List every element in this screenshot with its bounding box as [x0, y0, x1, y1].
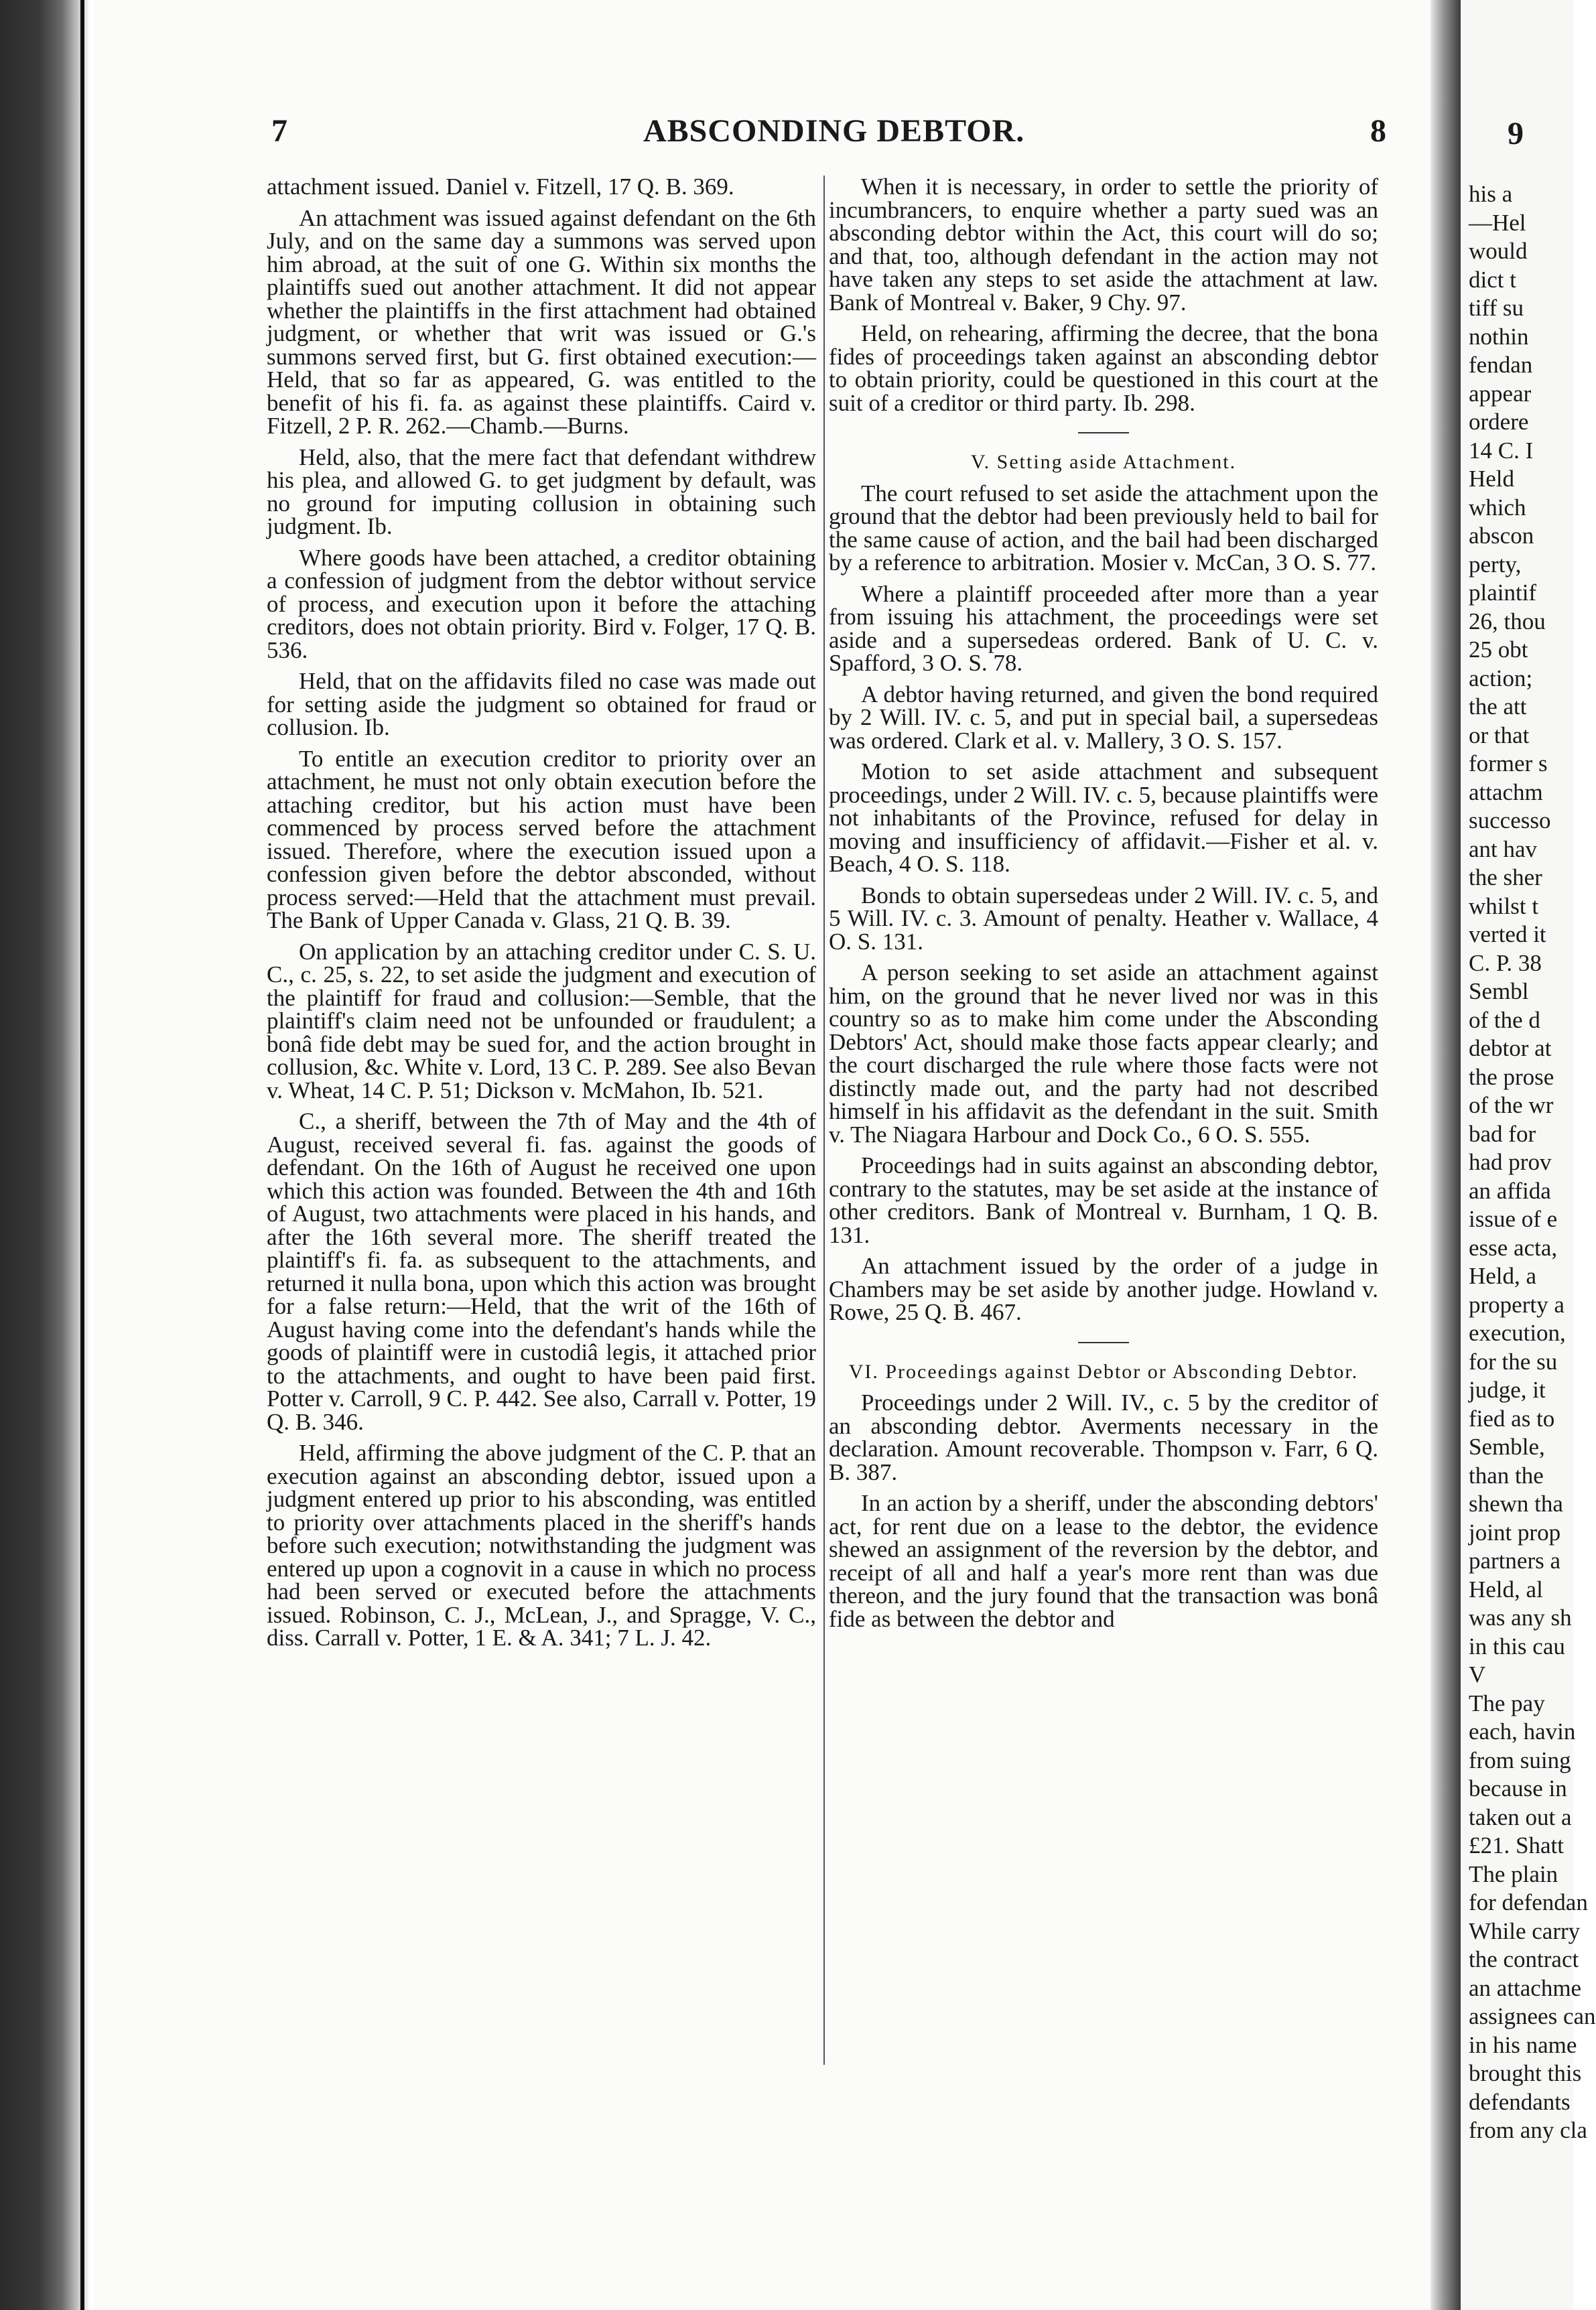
paragraph: Motion to set aside attachment and subsequent proceedings, under 2 Will. IV. c. 5, because plaintiffs were not inhabitants of the Province, refused for delay in moving and insufficiency of affidavit.—Fisher et al. v. Beach, 4 O. S. 118. — [829, 758, 1378, 877]
next-page-line: had prov — [1469, 1149, 1552, 1175]
running-header — [271, 113, 1410, 159]
next-page-line: Held, a — [1469, 1263, 1537, 1289]
next-page-line: from suing — [1469, 1747, 1571, 1773]
section-heading-v: V. Setting aside Attachment. — [970, 451, 1237, 473]
page-title: ABSCONDING DEBTOR. — [643, 113, 1025, 149]
next-page-line: appear — [1469, 380, 1532, 407]
next-page-line: whilst t — [1469, 892, 1539, 919]
next-page-edge — [1461, 0, 1596, 2310]
next-page-line: of the wr — [1469, 1092, 1554, 1118]
paragraph: Where a plaintiff proceeded after more than a year from issuing his attachment, the proceedings were set aside and a supersedeas ordered. Bank of U. C. v. Spafford, 3 O. S. 78. — [829, 580, 1378, 676]
next-page-line: brought this — [1469, 2060, 1582, 2086]
next-page-line: each, havin — [1469, 1718, 1576, 1745]
next-page-line: in his name — [1469, 2031, 1577, 2058]
next-page-line: fied as to — [1469, 1405, 1555, 1432]
paragraph: Held, on rehearing, affirming the decree, that the bona fides of proceedings taken against an absconding debtor to obtain priority, could be questioned in this court at the suit of a creditor or third party. Ib. 298. — [829, 320, 1378, 416]
next-page-line: the att — [1469, 693, 1527, 720]
next-page-line: for the su — [1469, 1348, 1558, 1375]
next-page-line: for defendan — [1469, 1889, 1588, 1915]
next-page-line: taken out a — [1469, 1804, 1572, 1830]
next-page-line: former s — [1469, 750, 1548, 776]
next-page-line: £21. Shatt — [1469, 1832, 1564, 1858]
next-page-line: ant hav — [1469, 835, 1538, 862]
paragraph: To entitle an execution creditor to priority over an attachment, he must not only obtain execution before the attaching creditor, but his action must have been commenced by process served before the attachment issued. Therefore, where the execution issued upon a confession given before the debtor absconded, without process served:—Held that the attachment must prevail. The Bank of Upper Canada v. Glass, 21 Q. B. 39. — [267, 745, 816, 933]
section-heading-vi: VI. Proceedings against Debtor or Absconding Debtor. — [848, 1360, 1359, 1383]
paragraph: A person seeking to set aside an attachment against him, on the ground that he never lived nor was in this country so as to make him come under the Absconding Debtors' Act, should make those facts appear clearly; and the court discharged the rule where those facts were not distinctly made out, and the party had not described himself in his affidavit as the defendant in the suit. Smith v. The Niagara Harbour and Dock Co., 6 O. S. 555. — [829, 959, 1378, 1148]
next-page-line: of the d — [1469, 1006, 1540, 1033]
next-page-line: joint prop — [1469, 1519, 1561, 1546]
next-page-line: which — [1469, 494, 1526, 521]
paragraph: Held, also, that the mere fact that defendant withdrew his plea, and allowed G. to get judgment by default, was no ground for imputing collusion in obtaining such judgment. Ib. — [267, 444, 816, 539]
book-gutter — [1431, 0, 1461, 2310]
next-page-line: debtor at — [1469, 1035, 1552, 1061]
paragraph: On application by an attaching creditor under C. S. U. C., c. 25, s. 22, to set aside the judgment and execution of the plaintiff for fraud and collusion:—Semble, that the plaintiff's claim need not be unfounded or fraudulent; a bonâ fide debt may be sued for, and the action brought in collusion, &c. White v. Lord, 13 C. P. 289. See also Bevan v. Wheat, 14 C. P. 51; Dickson v. McMahon, Ib. 521. — [267, 938, 816, 1103]
paragraph: A debtor having returned, and given the bond required by 2 Will. IV. c. 5, and put in special bail, a supersedeas was ordered. Clark et al. v. Mallery, 3 O. S. 157. — [829, 681, 1378, 754]
next-page-line: While carry — [1469, 1917, 1581, 1944]
paragraph: In an action by a sheriff, under the absconding debtors' act, for rent due on a lease to the debtor, the evidence shewed an assignment of the reversion by the debtor, and receipt of all and half a year's more rent than was due thereon, and the jury found that the transaction was bonâ fide as between the debtor and — [829, 1490, 1378, 1632]
next-page-line: dict t — [1469, 266, 1516, 293]
next-page-line: verted it — [1469, 921, 1546, 947]
next-page-line: 14 C. I — [1469, 437, 1534, 464]
paragraph: Bonds to obtain supersedeas under 2 Will. IV. c. 5, and 5 Will. IV. c. 3. Amount of penalty. Heather v. Wallace, 4 O. S. 131. — [829, 882, 1378, 955]
paragraph: Where goods have been attached, a creditor obtaining a confession of judgment from the debtor without service of process, and execution upon it before the attaching creditors, does not obtain priority. Bird v. Folger, 17 Q. B. 536. — [267, 544, 816, 663]
next-page-line: would — [1469, 238, 1528, 264]
next-page-line: property a — [1469, 1291, 1565, 1318]
next-page-line: attachm — [1469, 778, 1543, 805]
next-page-line: successo — [1469, 807, 1551, 833]
paragraph: C., a sheriff, between the 7th of May and the 4th of August, received several fi. fas. against the goods of defendant. On the 16th of August he received one upon which this action was founded. Between the 4th and 16th of August, two attachments were placed in his hands, and after the 16th several more. The sheriff treated the plaintiff's fi. fa. as subsequent to the attachments, and returned it nulla bona, upon which this action was brought for a false return:—Held, that the writ of the 16th of August having come into the defendant's hands while the goods of plaintiff were in custodiâ legis, it attached prior to the attachments, and ought to have been paid first. Potter v. Carroll, 9 C. P. 442. See also, Carrall v. Potter, 19 Q. B. 346. — [267, 1108, 816, 1435]
page-number-right: 8 — [1370, 113, 1387, 149]
next-page-line: 25 obt — [1469, 636, 1528, 663]
paragraph: Held, affirming the above judgment of the C. P. that an execution against an absconding debtor, issued upon a judgment entered up prior to his absconding, was entitled to priority over attachments placed in the sheriff's hands before such execution; notwithstanding the judgment was entered up upon a cognovit in a cause in which no process had been served or executed before the attachments issued. Robinson, C. J., McLean, J., and Spragge, V. C., diss. Carrall v. Potter, 1 E. & A. 341; 7 L. J. 42. — [267, 1440, 816, 1651]
next-page-line: abscon — [1469, 523, 1534, 549]
column-divider — [823, 176, 825, 2065]
next-page-line: V — [1469, 1661, 1486, 1688]
next-page-line: Held, al — [1469, 1576, 1543, 1603]
next-page-line: The pay — [1469, 1690, 1545, 1716]
next-page-line: C. P. 38 — [1469, 949, 1542, 976]
paragraph: The court refused to set aside the attachment upon the ground that the debtor had been previously held to bail for the same cause of action, and the bail had been discharged by a reference to arbitration. Mosier v. McCan, 3 O. S. 77. — [829, 480, 1378, 575]
next-page-line: assignees can — [1469, 2003, 1596, 2029]
next-page-line: his a — [1469, 181, 1513, 207]
next-page-line: 26, thou — [1469, 608, 1546, 634]
next-page-line: from any cla — [1469, 2117, 1587, 2143]
next-page-line: an affida — [1469, 1177, 1551, 1204]
next-page-line: fendan — [1469, 352, 1533, 378]
paragraph: When it is necessary, in order to settle the priority of incumbrancers, to enquire whether a party sued was an absconding debtor within the Act, this court will do so; and that, too, although defendant in the action may not have taken any steps to set aside the attachment at law. Bank of Montreal v. Baker, 9 Chy. 97. — [829, 174, 1378, 316]
next-page-line: or that — [1469, 722, 1530, 748]
next-page-line: was any sh — [1469, 1605, 1572, 1631]
section-rule — [1078, 432, 1129, 433]
section-rule — [1078, 1342, 1129, 1343]
page-number-left: 7 — [271, 113, 288, 149]
next-page-line: Semble, — [1469, 1434, 1545, 1460]
next-page-line: Sembl — [1469, 978, 1529, 1004]
paragraph: attachment issued. Daniel v. Fitzell, 17 Q. B. 369. — [267, 174, 734, 200]
next-page-number: 9 — [1508, 116, 1524, 151]
paragraph: Proceedings under 2 Will. IV., c. 5 by the creditor of an absconding debtor. Averments necessary in the declaration. Amount recoverable. Thompson v. Farr, 6 Q. B. 387. — [829, 1389, 1378, 1485]
next-page-line: the contract — [1469, 1946, 1579, 1972]
next-page-line: —Hel — [1469, 209, 1526, 236]
next-page-line: action; — [1469, 665, 1533, 691]
next-page-line: ordere — [1469, 409, 1529, 435]
scan-left-edge — [0, 0, 88, 2310]
paragraph: Proceedings had in suits against an absconding debtor, contrary to the statutes, may be set aside at the instance of other creditors. Bank of Montreal v. Burnham, 1 Q. B. 131. — [829, 1152, 1378, 1248]
next-page-line: nothin — [1469, 323, 1529, 350]
paragraph: An attachment issued by the order of a judge in Chambers may be set aside by another judge. Howland v. Rowe, 25 Q. B. 467. — [829, 1253, 1378, 1325]
next-page-line: the prose — [1469, 1063, 1554, 1090]
next-page-line: an attachme — [1469, 1974, 1582, 2001]
next-page-line: judge, it — [1469, 1377, 1546, 1403]
next-page-line: in this cau — [1469, 1633, 1565, 1659]
next-page-line: than the — [1469, 1462, 1544, 1489]
right-column — [829, 176, 1378, 1639]
next-page-line: because in — [1469, 1775, 1567, 1802]
next-page-line: plaintif — [1469, 580, 1537, 606]
next-page-line: execution, — [1469, 1320, 1566, 1346]
left-column — [267, 176, 816, 1658]
next-page-line: perty, — [1469, 551, 1522, 578]
next-page-line: shewn tha — [1469, 1491, 1563, 1517]
next-page-line: defendants — [1469, 2088, 1571, 2115]
paragraph: An attachment was issued against defendant on the 6th July, and on the same day a summons was served upon him abroad, at the suit of one G. Within six months the plaintiffs sued out another attachment. It did not appear whether the plaintiffs in the first attachment had obtained judgment, or whether that writ was issued or G.'s summons served first, but G. first obtained execution:—Held, that so far as appeared, G. was entitled to the benefit of his fi. fa. as against these plaintiffs. Caird v. Fitzell, 2 P. R. 262.—Chamb.—Burns. — [267, 204, 816, 439]
paragraph: Held, that on the affidavits filed no case was made out for setting aside the judgment so obtained for fraud or collusion. Ib. — [267, 668, 816, 740]
next-page-line: tiff su — [1469, 295, 1524, 321]
next-page-line: Held — [1469, 466, 1515, 492]
next-page-line: The plain — [1469, 1860, 1558, 1887]
next-page-line: bad for — [1469, 1120, 1536, 1147]
next-page-line: issue of e — [1469, 1206, 1558, 1232]
next-page-line: esse acta, — [1469, 1234, 1558, 1261]
next-page-line: partners a — [1469, 1548, 1561, 1574]
next-page-line: the sher — [1469, 864, 1542, 890]
